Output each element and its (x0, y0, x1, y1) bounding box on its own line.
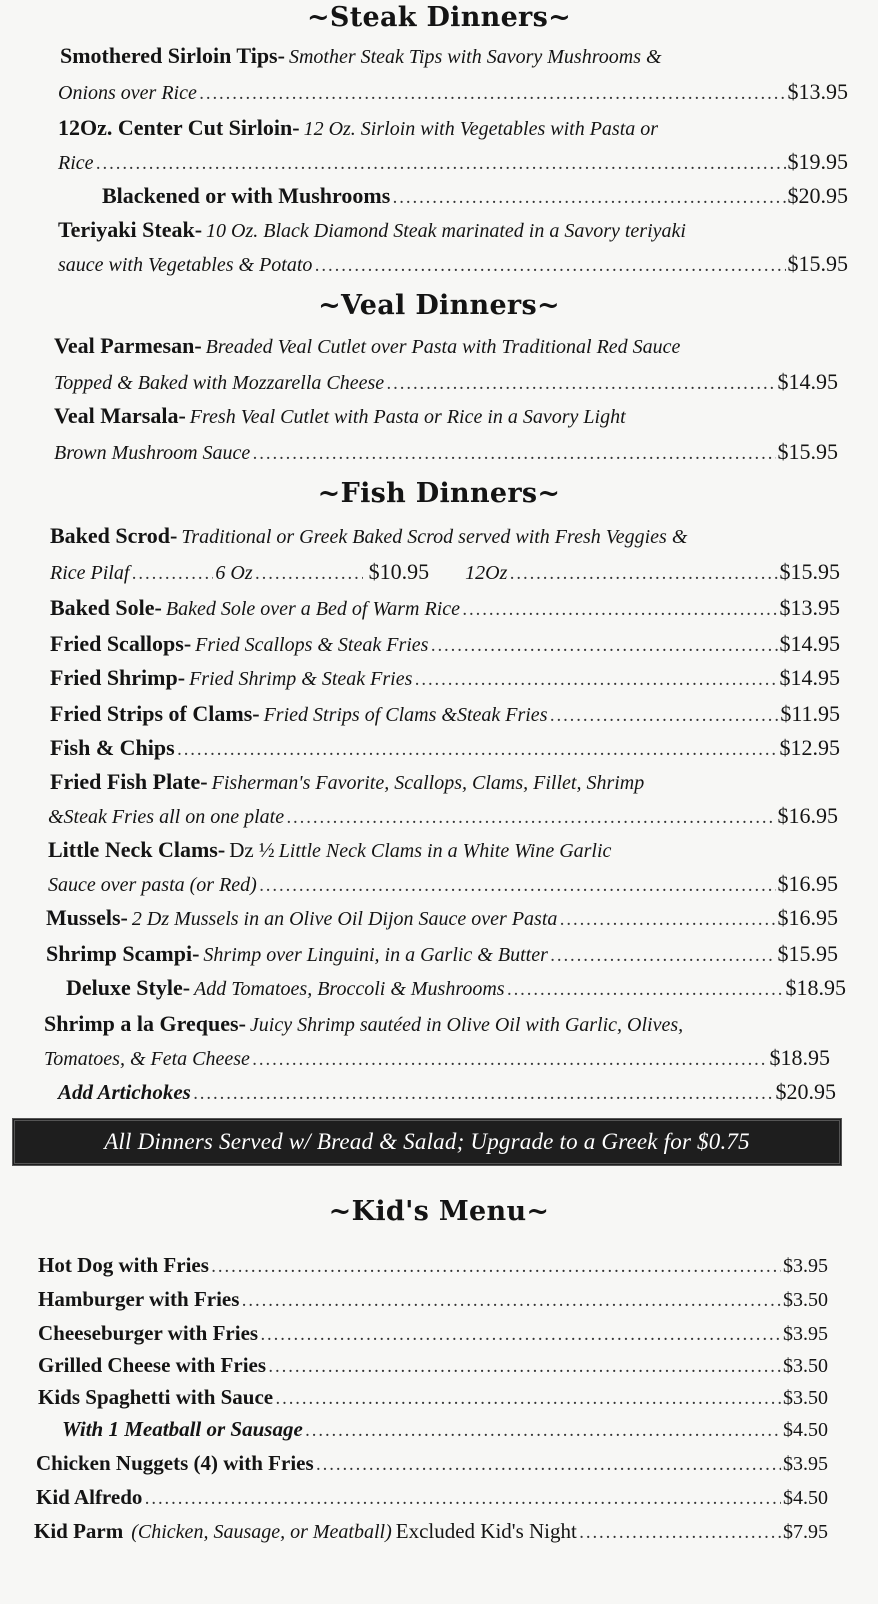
menu-item-center-cut-sirloin (58, 112, 848, 144)
menu-item-line (54, 436, 838, 468)
item-name: Shrimp Scampi- (46, 941, 200, 966)
item-name: 12Oz. Center Cut Sirloin- (58, 115, 300, 140)
item-description: Topped & Baked with Mozzarella Cheese (54, 372, 385, 394)
kids-menu-item (36, 1446, 828, 1480)
dot-leader (316, 1448, 781, 1482)
menu-item-line (58, 76, 848, 108)
item-quantity: Dz ½ (229, 838, 275, 862)
item-description: 12 Oz. Sirloin with Vegetables with Pasta or (303, 118, 659, 140)
item-price: $13.95 (787, 79, 848, 104)
kids-menu-item-kid-parm (34, 1514, 828, 1548)
item-description: Little Neck Clams in a White Wine Garlic (278, 840, 612, 862)
item-description: Rice Pilaf (50, 562, 130, 584)
dot-leader (550, 940, 776, 972)
dot-leader (255, 558, 363, 590)
dot-leader (252, 438, 775, 470)
item-name: Shrimp a la Greques- (44, 1011, 246, 1036)
item-price: $10.95 (368, 559, 430, 584)
item-price: $14.95 (777, 369, 838, 394)
item-description: Rice (58, 152, 94, 174)
item-price: $3.50 (783, 1355, 828, 1377)
kids-menu-item (62, 1412, 828, 1446)
item-name: Chicken Nuggets (4) with Fries (36, 1451, 314, 1475)
dot-leader (549, 700, 778, 732)
menu-item-add-artichokes (58, 1076, 836, 1108)
dot-leader (386, 368, 775, 400)
menu-item-mussels (46, 902, 838, 934)
item-name: Mussels- (46, 905, 128, 930)
item-note: Excluded Kid's Night (395, 1519, 577, 1543)
kids-menu-item (38, 1316, 828, 1350)
item-price: $13.95 (779, 595, 840, 620)
item-price: $3.95 (783, 1453, 828, 1475)
menu-item-fried-shrimp (50, 662, 840, 694)
menu-item-veal-parmesan (54, 330, 844, 362)
menu-item-line (48, 800, 838, 832)
item-name: Cheeseburger with Fries (38, 1321, 259, 1345)
item-price: $7.95 (783, 1521, 828, 1543)
item-price: $14.95 (779, 665, 840, 690)
item-name: Veal Marsala- (54, 403, 186, 428)
menu-item-line (44, 1042, 830, 1074)
item-name: Fried Scallops- (50, 631, 192, 656)
menu-item-veal-marsala (54, 400, 844, 432)
menu-item-little-neck-clams (48, 834, 842, 866)
item-name: Smothered Sirloin Tips- (60, 43, 285, 68)
section-title-kids: ~Kid's Menu~ (328, 1196, 550, 1227)
item-description: Tomatoes, & Feta Cheese (44, 1048, 250, 1070)
section-title-steak: ~Steak Dinners~ (306, 2, 572, 33)
dot-leader (305, 1414, 781, 1448)
item-description: Traditional or Greek Baked Scrod served with Fresh Veggies & (181, 526, 688, 548)
menu-item-fried-clams (50, 698, 840, 730)
item-name: Kid Alfredo (36, 1485, 143, 1509)
item-name: Baked Scrod- (50, 523, 178, 548)
item-description: Fisherman's Favorite, Scallops, Clams, Fillet, Shrimp (211, 772, 645, 794)
dot-leader (268, 1350, 781, 1384)
item-description: Breaded Veal Cutlet over Pasta with Traditional Red Sauce (205, 336, 681, 358)
dot-leader (177, 734, 778, 766)
dot-leader (286, 802, 775, 834)
kids-menu-item (38, 1380, 828, 1414)
item-price: $16.95 (777, 871, 838, 896)
item-price: $20.95 (775, 1079, 836, 1104)
dot-leader (414, 664, 777, 696)
item-description: Fresh Veal Cutlet with Pasta or Rice in a Savory Light (189, 406, 626, 428)
item-description: Sauce over pasta (or Red) (48, 874, 257, 896)
item-name: Kids Spaghetti with Sauce (38, 1385, 274, 1409)
item-name: Fried Fish Plate- (50, 769, 208, 794)
dot-leader (430, 630, 777, 662)
item-price: $15.95 (779, 559, 840, 584)
dot-leader (144, 1482, 781, 1516)
item-description: 10 Oz. Black Diamond Steak marinated in a Savory teriyaki (206, 220, 686, 242)
kids-menu-item (38, 1248, 828, 1282)
dot-leader (193, 1078, 774, 1110)
item-description: &Steak Fries all on one plate (48, 806, 285, 828)
item-price: $15.95 (777, 439, 838, 464)
menu-item-fried-fish-plate (50, 766, 844, 798)
item-name: Blackened or with Mushrooms (102, 183, 391, 208)
dot-leader (131, 558, 213, 590)
item-description: Add Tomatoes, Broccoli & Mushrooms (194, 978, 505, 1000)
item-description: 2 Dz Mussels in an Olive Oil Dijon Sauce over Pasta (131, 908, 558, 930)
dot-leader (96, 148, 786, 180)
dot-leader (211, 1250, 781, 1284)
item-price: $20.95 (787, 183, 848, 208)
item-price: $3.50 (783, 1289, 828, 1311)
item-price: $3.95 (783, 1255, 828, 1277)
item-name: Add Artichokes (58, 1080, 191, 1104)
menu-item-line (48, 868, 838, 900)
item-price: $15.95 (787, 251, 848, 276)
item-price: $16.95 (777, 905, 838, 930)
item-price: $18.95 (785, 975, 846, 1000)
item-description: Brown Mushroom Sauce (54, 442, 251, 464)
dinner-notice-banner (12, 1118, 842, 1166)
item-description: Baked Sole over a Bed of Warm Rice (165, 598, 461, 620)
menu-item-deluxe-style (66, 972, 846, 1004)
item-description: Smother Steak Tips with Savory Mushrooms & (288, 46, 662, 68)
menu-item-line (58, 146, 848, 178)
dot-leader (507, 974, 784, 1006)
menu-item-baked-sole (50, 592, 840, 624)
menu-item-shrimp-scampi (46, 938, 838, 970)
item-price: $15.95 (777, 941, 838, 966)
menu-item-line (58, 248, 848, 280)
item-name: Grilled Cheese with Fries (38, 1353, 267, 1377)
item-price: $3.95 (783, 1323, 828, 1345)
item-name: Fish & Chips (50, 735, 175, 760)
item-description: Fried Scallops & Steak Fries (195, 634, 429, 656)
dot-leader (392, 182, 785, 214)
menu-item-shrimp-greques (44, 1008, 850, 1040)
item-description: sauce with Vegetables & Potato (58, 254, 313, 276)
item-price: $19.95 (787, 149, 848, 174)
item-description: Shrimp over Linguini, in a Garlic & Butter (203, 944, 548, 966)
dot-leader (260, 1318, 781, 1352)
item-price: $16.95 (777, 803, 838, 828)
dot-leader (579, 1516, 781, 1550)
banner-text: All Dinners Served w/ Bread & Salad; Upgrade to a Greek for $0.75 (104, 1129, 750, 1154)
dot-leader (314, 250, 785, 282)
item-description: Juicy Shrimp sautéed in Olive Oil with Garlic, Olives, (249, 1014, 684, 1036)
item-name: With 1 Meatball or Sausage (62, 1417, 303, 1441)
section-title-veal: ~Veal Dinners~ (318, 290, 560, 321)
item-description: Fried Shrimp & Steak Fries (189, 668, 413, 690)
menu-item-fried-scallops (50, 628, 840, 660)
dot-leader (252, 1044, 768, 1076)
item-price: $14.95 (779, 631, 840, 656)
menu-item-blackened (102, 180, 848, 212)
menu-item-baked-scrod (50, 520, 844, 552)
item-name: Hamburger with Fries (38, 1287, 240, 1311)
item-name: Veal Parmesan- (54, 333, 202, 358)
item-price: $18.95 (769, 1045, 830, 1070)
item-name: Kid Parm (34, 1519, 124, 1543)
item-description: (Chicken, Sausage, or Meatball) (131, 1521, 392, 1543)
menu-item-smothered-sirloin (60, 40, 850, 72)
item-name: Fried Shrimp- (50, 665, 186, 690)
item-size: 12Oz (465, 562, 508, 584)
dot-leader (259, 870, 776, 902)
menu-item-teriyaki-steak (58, 214, 848, 246)
menu-item-fish-and-chips (50, 732, 840, 764)
dot-leader (462, 594, 777, 626)
dot-leader (559, 904, 775, 936)
dot-leader (199, 78, 786, 110)
menu-item-line (54, 366, 838, 398)
item-price: $11.95 (780, 701, 840, 726)
item-name: Hot Dog with Fries (38, 1253, 209, 1277)
kids-menu-item (38, 1348, 828, 1382)
item-name: Teriyaki Steak- (58, 217, 203, 242)
kids-menu-item (36, 1480, 828, 1514)
item-price: $3.50 (783, 1387, 828, 1409)
section-title-fish: ~Fish Dinners~ (317, 478, 561, 509)
item-price: $12.95 (779, 735, 840, 760)
item-description: Fried Strips of Clams &Steak Fries (263, 704, 548, 726)
dot-leader (241, 1284, 781, 1318)
item-name: Little Neck Clams- (48, 837, 226, 862)
item-description: Onions over Rice (58, 82, 197, 104)
item-name: Deluxe Style- (66, 975, 191, 1000)
item-price: $4.50 (783, 1419, 828, 1441)
menu-item-line (50, 556, 840, 588)
item-price: $4.50 (783, 1487, 828, 1509)
item-name: Baked Sole- (50, 595, 162, 620)
item-name: Fried Strips of Clams- (50, 701, 260, 726)
kids-menu-item (38, 1282, 828, 1316)
item-size: 6 Oz (215, 562, 253, 584)
dot-leader (509, 558, 777, 590)
dot-leader (275, 1382, 781, 1416)
